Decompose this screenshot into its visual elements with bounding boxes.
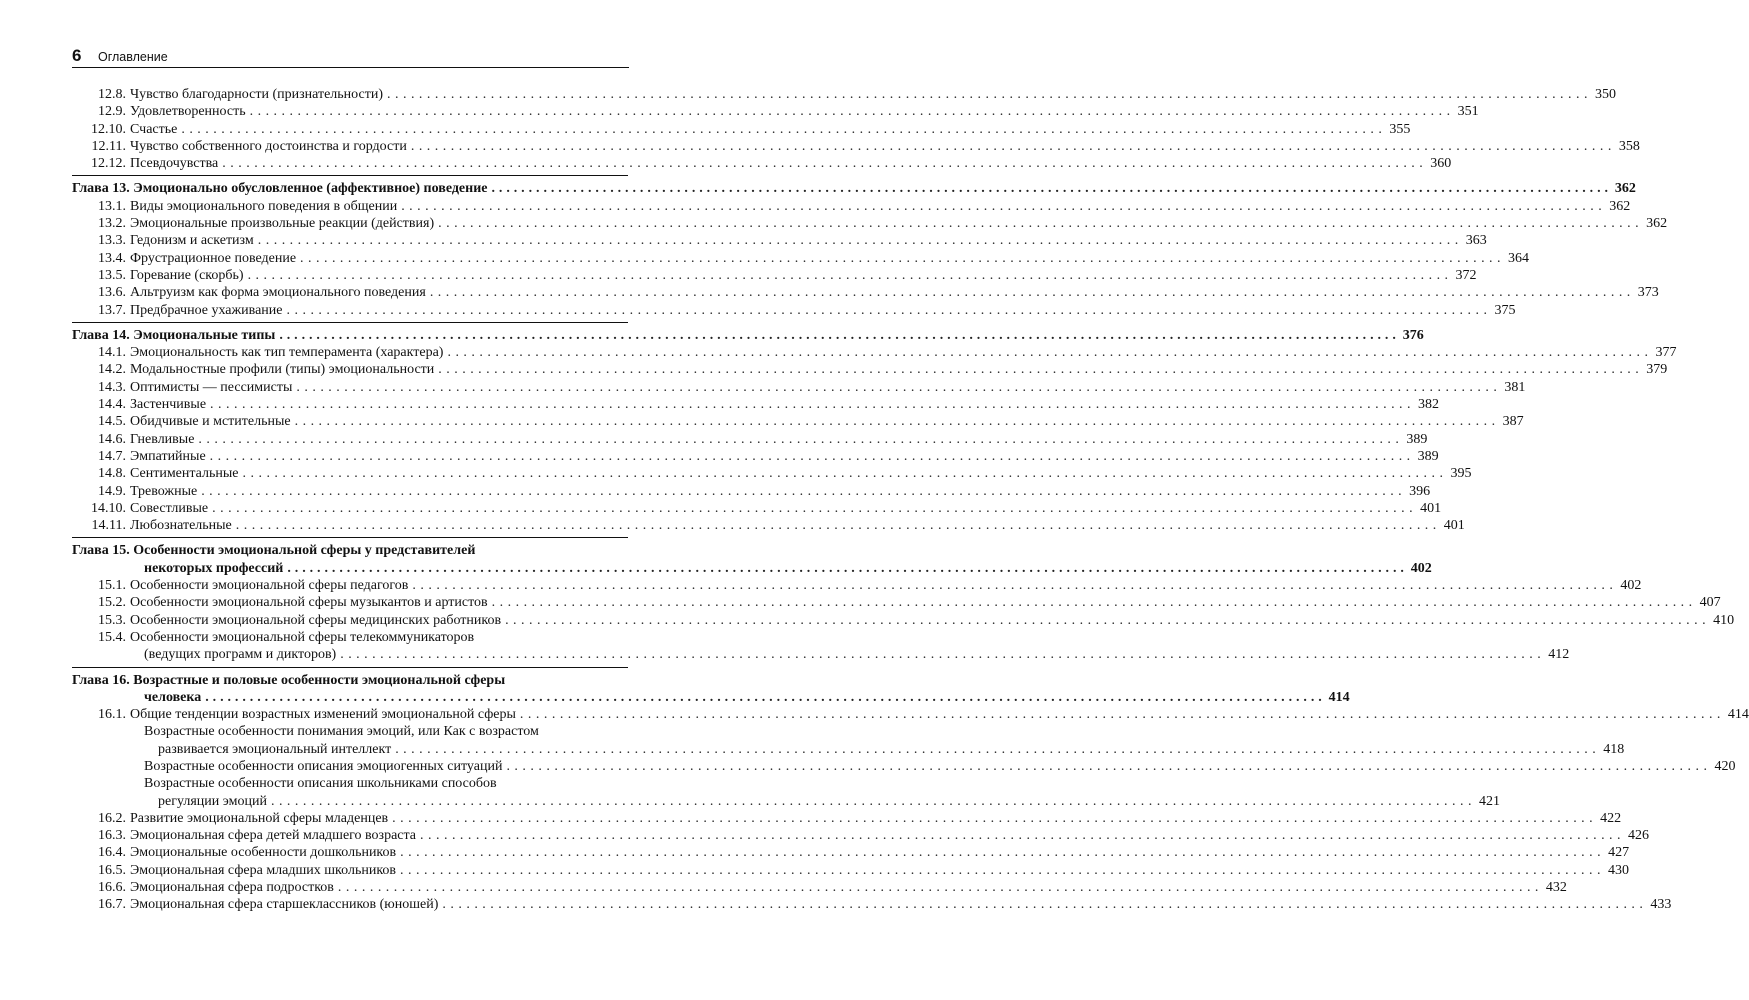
leader-dots	[396, 862, 1605, 879]
leader-dots	[396, 844, 1605, 861]
entry-title: Застенчивые	[130, 397, 207, 413]
leader-dots	[434, 361, 1643, 378]
entry-number: 16.5.	[98, 862, 126, 878]
toc-entry-13-5[interactable]	[72, 267, 1477, 284]
leader-dots	[275, 327, 1399, 344]
entry-number: 14.8.	[98, 466, 126, 482]
entry-number: 12.11.	[91, 138, 126, 154]
entry-number: 14.1.	[98, 345, 126, 361]
leader-dots	[232, 517, 1441, 534]
entry-title: Возрастные особенности описания эмоциогенных ситуаций	[144, 758, 503, 774]
toc-entry-14-8[interactable]	[72, 465, 1472, 482]
toc-entry-12-10[interactable]	[72, 121, 1411, 138]
entry-title: Чувство благодарности (признательности)	[130, 87, 383, 102]
toc-entry-14-3[interactable]	[72, 379, 1526, 396]
chapter-divider	[72, 172, 628, 180]
toc-entry-13-1[interactable]	[72, 198, 1631, 215]
toc-chapter-15[interactable]	[72, 542, 628, 559]
entry-title: Эмоциональные произвольные реакции (действия)	[130, 216, 435, 232]
entry-title: Эмоциональная сфера подростков	[130, 880, 334, 896]
entry-page: 377	[1655, 345, 1677, 361]
toc-subentry-emotion-regulation-cont[interactable]	[72, 793, 1500, 810]
entry-page: 382	[1418, 397, 1440, 413]
leader-dots	[283, 560, 1407, 577]
toc-entry-13-7[interactable]	[72, 302, 1516, 319]
running-title: Оглавление	[98, 50, 168, 64]
chapter-divider	[72, 319, 628, 327]
page-header	[72, 46, 628, 66]
toc-entry-15-4[interactable]	[72, 629, 628, 646]
entry-title: Виды эмоционального поведения в общении	[130, 198, 398, 214]
entry-title: Особенности эмоциональной сферы музыкантов и артистов	[130, 595, 488, 611]
entry-title: Эмпатийные	[130, 448, 206, 464]
chapter-title: Глава 14. Эмоциональные типы	[72, 327, 276, 343]
leader-dots	[502, 758, 1711, 775]
leader-dots	[267, 793, 1476, 810]
entry-number: 13.5.	[98, 267, 126, 283]
chapter-page: 414	[1328, 689, 1350, 705]
leader-dots	[443, 344, 1652, 361]
entry-page: 389	[1406, 431, 1428, 447]
entry-number: 15.4.	[98, 629, 126, 645]
entry-page: 396	[1409, 483, 1431, 499]
leader-dots	[336, 646, 1545, 663]
toc-subentry-emotion-understanding[interactable]	[72, 723, 628, 740]
entry-page: 401	[1420, 500, 1442, 516]
entry-page: 395	[1450, 466, 1472, 482]
toc-entry-16-3[interactable]	[72, 827, 1650, 844]
entry-title: Тревожные	[130, 483, 198, 499]
entry-page: 412	[1548, 647, 1570, 663]
entry-title-line1: Возрастные особенности понимания эмоций, или Как с возрастом	[144, 724, 539, 740]
entry-number: 13.7.	[98, 302, 126, 318]
toc-chapter-16[interactable]	[72, 672, 628, 689]
leader-dots	[426, 284, 1635, 301]
entry-number: 15.2.	[98, 595, 126, 611]
entry-number: 16.4.	[98, 845, 126, 861]
leader-dots	[291, 413, 1500, 430]
entry-page: 372	[1455, 267, 1477, 283]
entry-title: Предбрачное ухаживание	[130, 302, 283, 318]
toc-entry-15-2[interactable]	[72, 594, 1721, 611]
entry-title: Эмоциональная сфера младших школьников	[130, 862, 397, 878]
entry-title: Оптимисты — пессимисты	[130, 379, 293, 395]
leader-dots	[208, 500, 1417, 517]
entry-title: Чувство собственного достоинства и гордости	[130, 138, 407, 154]
entry-number: 12.10.	[91, 121, 126, 137]
entry-page: 430	[1608, 862, 1629, 878]
entry-title: Эмоциональная сфера старшеклассников (юношей)	[130, 897, 439, 913]
toc-entry-12-8[interactable]	[72, 86, 1616, 103]
entry-number: 13.6.	[98, 285, 126, 301]
leader-dots	[388, 810, 1597, 827]
toc-entry-15-4-cont[interactable]	[72, 646, 1570, 663]
entry-page: 355	[1389, 121, 1411, 137]
leader-dots	[438, 896, 1647, 913]
leader-dots	[177, 121, 1386, 138]
entry-number: 13.2.	[98, 216, 126, 232]
page-number: 6	[72, 46, 82, 65]
entry-number: 14.7.	[98, 448, 126, 464]
toc-entry-12-9[interactable]	[72, 103, 1479, 120]
toc-entry-14-1[interactable]	[72, 344, 1677, 361]
entry-number: 16.2.	[98, 810, 126, 826]
entry-number: 12.8.	[98, 87, 126, 102]
toc-entry-13-6[interactable]	[72, 284, 1659, 301]
entry-title: Эмоциональная сфера детей младшего возраста	[130, 828, 417, 844]
leader-dots	[296, 250, 1505, 267]
toc-entry-16-7[interactable]	[72, 896, 1672, 913]
entry-page: 418	[1603, 741, 1625, 757]
leader-dots	[206, 396, 1415, 413]
leader-dots	[206, 448, 1415, 465]
entry-page: 420	[1714, 758, 1736, 774]
toc-entry-15-1[interactable]	[72, 577, 1642, 594]
leader-dots	[391, 741, 1600, 758]
entry-number: 14.6.	[98, 431, 126, 447]
entry-page: 381	[1504, 379, 1526, 395]
entry-page: 421	[1478, 793, 1500, 809]
entry-title: Особенности эмоциональной сферы педагогов	[130, 578, 409, 594]
entry-page: 432	[1545, 880, 1567, 896]
leader-dots	[516, 706, 1725, 723]
leader-dots	[283, 302, 1492, 319]
leader-dots	[218, 155, 1427, 172]
toc-entry-14-9[interactable]	[72, 483, 1431, 500]
toc-chapter-15-cont[interactable]	[72, 560, 1432, 577]
leader-dots	[488, 180, 1612, 197]
entry-title-line1: Возрастные особенности описания школьниками способов	[144, 776, 497, 792]
entry-number: 15.1.	[98, 578, 126, 594]
entry-page: 362	[1646, 216, 1668, 232]
entry-number: 14.5.	[98, 414, 126, 430]
leader-dots	[334, 879, 1543, 896]
toc-entry-13-3[interactable]	[72, 232, 1487, 249]
entry-title: Общие тенденции возрастных изменений эмоциональной сферы	[130, 707, 516, 723]
leader-dots	[416, 827, 1625, 844]
leader-dots	[397, 198, 1606, 215]
entry-title: Совестливые	[130, 500, 209, 516]
entry-number: 16.6.	[98, 880, 126, 896]
leader-dots	[254, 232, 1463, 249]
toc-entry-14-2[interactable]	[72, 361, 1668, 378]
toc-subentry-emotion-understanding-cont[interactable]	[72, 741, 1625, 758]
toc-entry-14-11[interactable]	[72, 517, 1465, 534]
table-of-contents	[72, 86, 1749, 914]
entry-title: Фрустрационное поведение	[130, 250, 297, 266]
toc-entry-16-1[interactable]	[72, 706, 1749, 723]
entry-title: Развитие эмоциональной сферы младенцев	[130, 810, 389, 826]
entry-title-line2: (ведущих программ и дикторов)	[144, 647, 337, 663]
toc-entry-16-6[interactable]	[72, 879, 1567, 896]
entry-title-line2: регуляции эмоций	[158, 793, 267, 809]
entry-number: 15.3.	[98, 612, 126, 628]
chapter-page: 362	[1614, 181, 1636, 197]
entry-number: 14.10.	[91, 500, 126, 516]
entry-number: 14.9.	[98, 483, 126, 499]
toc-entry-15-3[interactable]	[72, 612, 1735, 629]
entry-number: 14.2.	[98, 362, 126, 378]
entry-page: 362	[1609, 198, 1631, 214]
entry-page: 414	[1727, 707, 1749, 723]
toc-subentry-emotion-regulation[interactable]	[72, 775, 628, 792]
entry-title: Альтруизм как форма эмоционального поведения	[130, 285, 426, 301]
entry-number: 13.1.	[98, 198, 126, 214]
header-rule	[72, 67, 629, 68]
toc-chapter-16-cont[interactable]	[72, 689, 1350, 706]
entry-title: Особенности эмоциональной сферы медицинских работников	[130, 612, 502, 628]
chapter-page: 402	[1410, 560, 1432, 576]
entry-page: 407	[1699, 595, 1721, 611]
entry-page: 410	[1713, 612, 1735, 628]
entry-number: 16.3.	[98, 828, 126, 844]
entry-page: 360	[1430, 156, 1452, 172]
entry-page: 379	[1646, 362, 1668, 378]
toc-chapter-14[interactable]	[72, 327, 1424, 344]
toc-entry-16-4[interactable]	[72, 844, 1630, 861]
leader-dots	[201, 689, 1325, 706]
leader-dots	[501, 612, 1710, 629]
entry-page: 422	[1600, 810, 1622, 826]
entry-title: Любознательные	[130, 518, 232, 534]
toc-entry-13-4[interactable]	[72, 250, 1530, 267]
entry-page: 387	[1502, 414, 1524, 430]
leader-dots	[407, 138, 1616, 155]
chapter-title-line1: Глава 16. Возрастные и половые особенности эмоциональной сферы	[72, 672, 506, 688]
entry-page: 427	[1608, 845, 1630, 861]
chapter-divider	[72, 534, 628, 542]
entry-title-line1: Особенности эмоциональной сферы телекоммуникаторов	[130, 629, 475, 645]
entry-title: Гедонизм и аскетизм	[130, 233, 254, 249]
entry-title: Удовлетворенность	[130, 104, 246, 120]
entry-title: Эмоциональные особенности дошкольников	[130, 845, 397, 861]
leader-dots	[244, 267, 1453, 284]
entry-number: 13.4.	[98, 250, 126, 266]
leader-dots	[383, 86, 1592, 103]
entry-number: 16.1.	[98, 707, 126, 723]
entry-title: Гневливые	[130, 431, 195, 447]
toc-entry-14-5[interactable]	[72, 413, 1524, 430]
entry-title: Эмоциональность как тип темперамента (характера)	[130, 345, 444, 361]
chapter-title-line2: некоторых профессий	[144, 560, 284, 576]
entry-page: 402	[1620, 578, 1642, 594]
leader-dots	[488, 594, 1697, 611]
leader-dots	[194, 431, 1403, 448]
entry-page: 433	[1650, 897, 1672, 913]
entry-page: 373	[1637, 285, 1659, 301]
chapter-page: 376	[1402, 327, 1424, 343]
entry-page: 375	[1494, 302, 1516, 318]
entry-number: 14.11.	[91, 518, 126, 534]
entry-page: 358	[1618, 138, 1640, 154]
toc-entry-16-2[interactable]	[72, 810, 1622, 827]
entry-page: 364	[1508, 250, 1530, 266]
toc-entry-14-7[interactable]	[72, 448, 1439, 465]
entry-number: 16.7.	[98, 897, 126, 913]
toc-entry-13-2[interactable]	[72, 215, 1668, 232]
entry-number: 13.3.	[98, 233, 126, 249]
toc-entry-14-4[interactable]	[72, 396, 1440, 413]
entry-number: 14.4.	[98, 397, 126, 413]
entry-title: Сентиментальные	[130, 466, 239, 482]
leader-dots	[197, 483, 1406, 500]
entry-page: 363	[1465, 233, 1487, 249]
entry-page: 351	[1457, 104, 1479, 120]
entry-title: Горевание (скорбь)	[130, 267, 244, 283]
leader-dots	[292, 379, 1501, 396]
chapter-divider	[72, 664, 628, 672]
entry-page: 426	[1628, 828, 1650, 844]
chapter-title-line1: Глава 15. Особенности эмоциональной сферы у представителей	[72, 543, 476, 559]
entry-number: 12.12.	[91, 156, 126, 172]
entry-title: Обидчивые и мстительные	[130, 414, 291, 430]
entry-number: 12.9.	[98, 104, 126, 120]
toc-entry-12-11[interactable]	[72, 138, 1640, 155]
toc-entry-16-5[interactable]	[72, 862, 1629, 879]
toc-chapter-13[interactable]	[72, 180, 1636, 197]
chapter-title: Глава 13. Эмоционально обусловленное (аффективное) поведение	[72, 181, 488, 197]
entry-page: 350	[1594, 87, 1616, 102]
entry-title-line2: развивается эмоциональный интеллект	[158, 741, 392, 757]
entry-title: Модальностные профили (типы) эмоциональности	[130, 362, 435, 378]
chapter-title-line2: человека	[144, 689, 202, 705]
leader-dots	[246, 103, 1455, 120]
leader-dots	[408, 577, 1617, 594]
leader-dots	[239, 465, 1448, 482]
toc-entry-12-12[interactable]	[72, 155, 1452, 172]
entry-title: Счастье	[130, 121, 178, 137]
entry-page: 401	[1443, 518, 1465, 534]
toc-entry-14-10[interactable]	[72, 500, 1442, 517]
toc-subentry-emotiogenic-situations[interactable]	[72, 758, 1736, 775]
entry-number: 14.3.	[98, 379, 126, 395]
leader-dots	[434, 215, 1643, 232]
entry-title: Псевдочувства	[130, 156, 219, 172]
entry-page: 389	[1417, 448, 1439, 464]
toc-entry-14-6[interactable]	[72, 431, 1428, 448]
